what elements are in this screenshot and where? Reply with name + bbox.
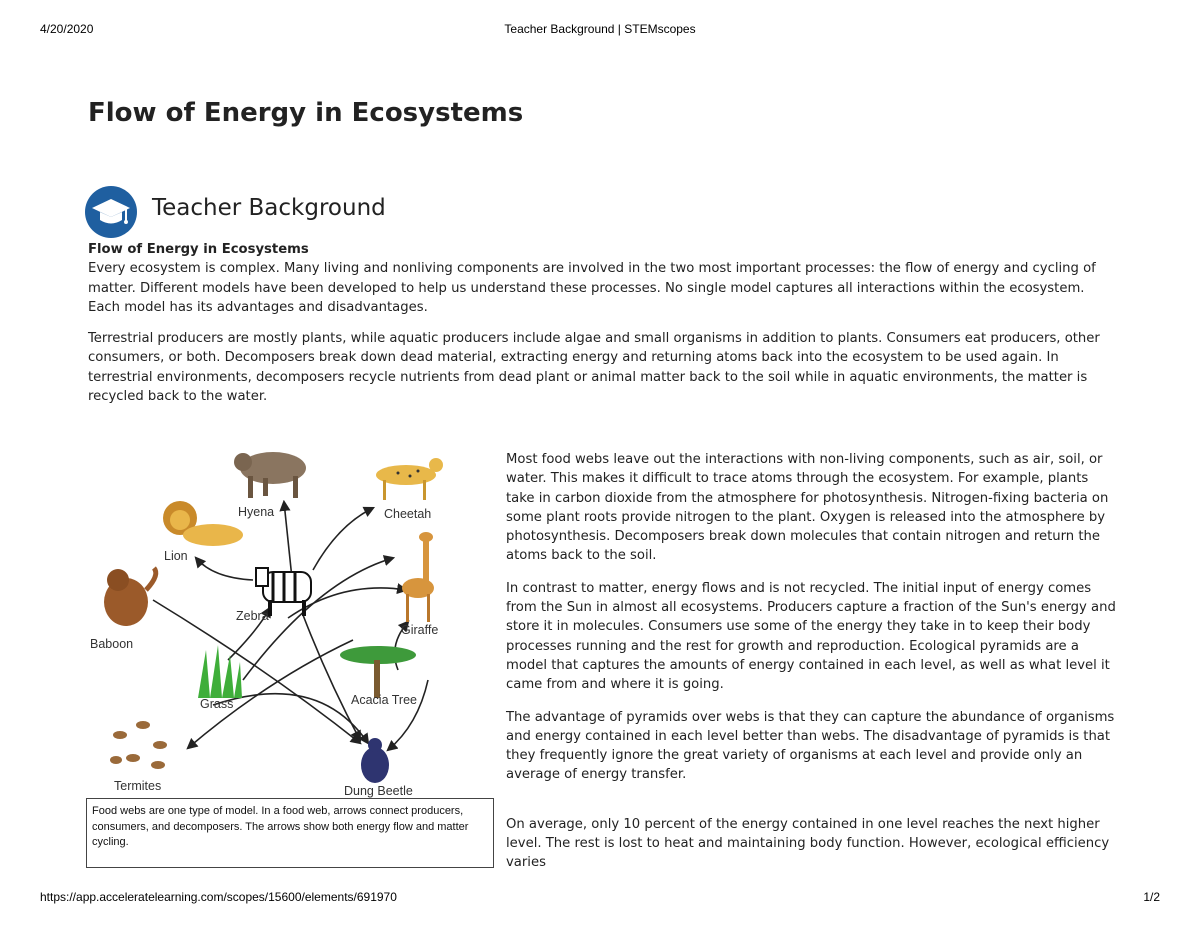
acacia-tree-illustration [340,646,416,698]
hyena-illustration [234,452,306,498]
termites-illustration [110,721,167,769]
paragraph: On average, only 10 percent of the energy contained in one level reaches the next higher level. The rest is lost to heat and maintaining body function. However, ecological efficiency varies [506,816,1110,871]
paragraph: In contrast to matter, energy flows and is not recycled. The initial input of energy comes from the Sun in almost all ecosystems. Producers capture a fraction of the Sun's energy and store it in molecules. Consumers use some of the energy they take in to keep their body processes running and the rest for growth and reproduction. Ecological pyramids are a model that captures the amounts of energy contained in each level, as well as what level it came from and where it is going. [506,580,1116,693]
paragraph: Terrestrial producers are mostly plants, while aquatic producers include algae and small organisms in addition to plants. Consumers eat producers, other consumers, or both. Decomposers break down dead material, extracting energy and returning atoms back into the ecosystem to be used again. In terrestrial environments, decomposers recycle nutrients from dead plant or animal matter back to the soil while in aquatic environments, the matter is recycled back to the water. [88,331,1100,405]
lion-illustration [163,501,243,546]
hyena-label: Hyena [238,505,275,519]
baboon-label: Baboon [90,637,134,651]
print-doc-title: Teacher Background | STEMscopes [504,22,696,36]
food-web-diagram [88,440,488,800]
paragraph: Every ecosystem is complex. Many living and nonliving components are involved in the two most important processes: the flow of energy and cycling of matter. Different models have been developed to help us understand these processes. No single model captures all interactions within the ecosystem. Each model has its advantages and disadvantages. [88,261,1096,315]
cheetah-illustration [376,458,443,500]
page-title: Flow of Energy in Ecosystems [88,98,524,128]
cheetah-label: Cheetah [384,507,432,521]
paragraph: The advantage of pyramids over webs is that they can capture the abundance of organisms and energy contained in each level better than webs. The disadvantage of pyramids is that they frequently ignore the great variety of organisms at each level and provide only an average of energy transfer. [506,709,1115,783]
giraffe-illustration [402,532,434,622]
acacia-tree-label: Acacia Tree [351,693,418,707]
termites-label: Termites [114,779,162,793]
zebra-label: Zebra [236,609,269,623]
print-page-number: 1/2 [1143,890,1160,904]
grass-label: Grass [200,697,234,711]
giraffe-label: Giraffe [401,623,439,637]
intro-text [88,240,1118,406]
section-title: Teacher Background [152,195,386,221]
right-column-text [506,450,1118,886]
lion-label: Lion [164,549,188,563]
print-url: https://app.acceleratelearning.com/scopes/15600/elements/691970 [40,890,397,904]
subheading: Flow of Energy in Ecosystems [88,242,309,257]
diagram-caption: Food webs are one type of model. In a food web, arrows connect producers, consumers, and decomposers. The arrows show both energy flow and matter cycling. [86,798,494,868]
baboon-illustration [104,568,156,626]
paragraph: Most food webs leave out the interactions with non-living components, such as air, soil, or water. This makes it difficult to trace atoms through the ecosystem. For example, plants take in carbon dioxide from the atmosphere for photosynthesis. Nitrogen-fixing bacteria on some plant roots provide nitrogen to the plant. Oxygen is released into the atmosphere by photosynthesis. Decomposers break down molecules that contain nitrogen and return the atoms back to the soil. [506,452,1109,564]
graduation-cap-icon [85,186,137,238]
print-date: 4/20/2020 [40,22,94,36]
dung-beetle-illustration [361,738,389,783]
dung-beetle-label: Dung Beetle [344,784,413,798]
